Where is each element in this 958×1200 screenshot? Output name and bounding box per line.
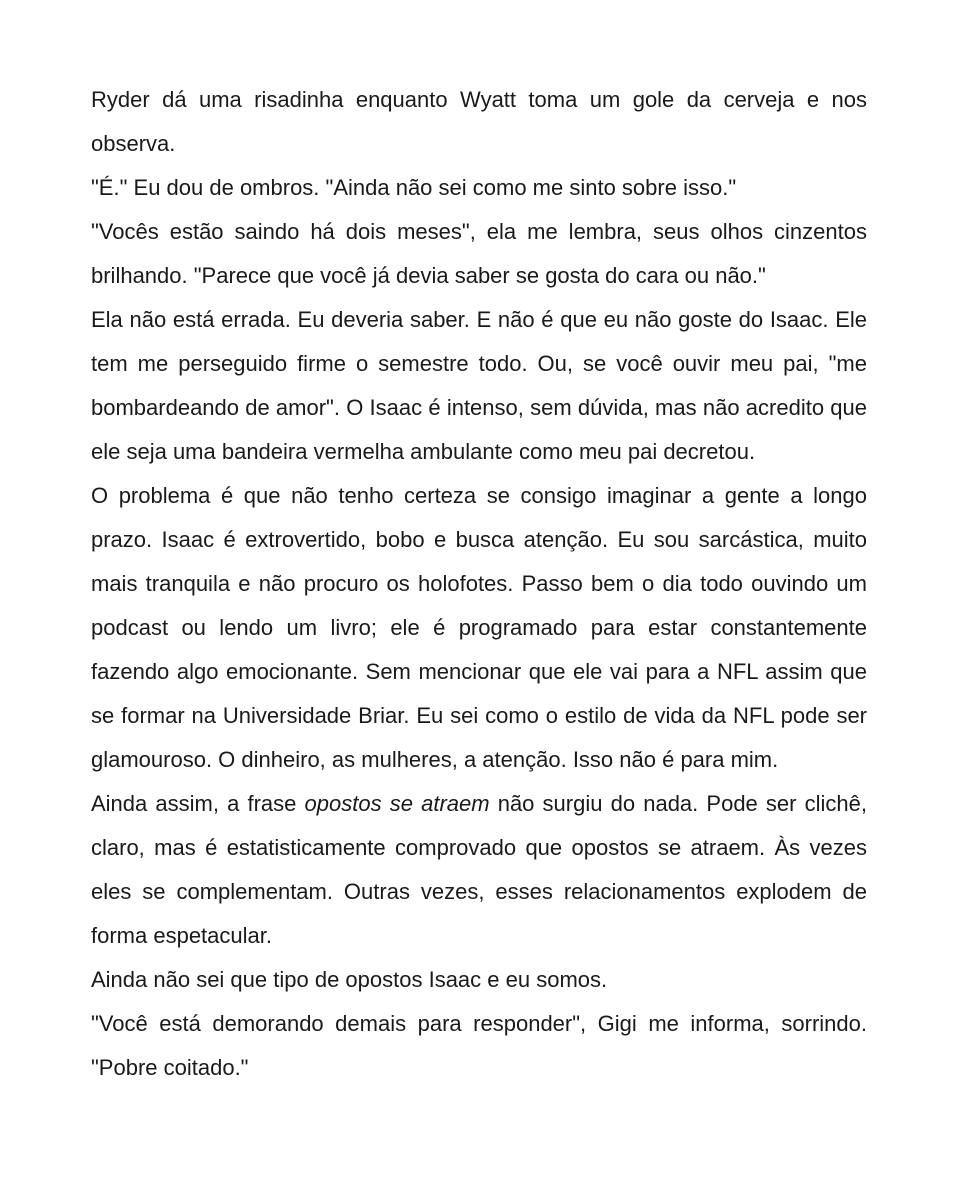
document-page [91,78,867,1090]
paragraph-6-before: Ainda assim, a frase [91,791,305,816]
paragraph-7: Ainda não sei que tipo de opostos Isaac e eu somos. [91,967,608,992]
paragraph-4: Ela não está errada. Eu deveria saber. E não é que eu não goste do Isaac. Ele tem me perseguido firme o semestre todo. Ou, se você ouvir meu pai, "me bombardeando de amor". O Isaac é intenso, sem dúvida, mas não acredito que ele seja uma bandeira vermelha ambulante como meu pai decretou. [91,307,867,464]
paragraph-2: "É." Eu dou de ombros. "Ainda não sei como me sinto sobre isso." [91,175,737,200]
paragraph-8: "Você está demorando demais para responder", Gigi me informa, sorrindo. "Pobre coitado." [91,1011,867,1080]
paragraph-5: O problema é que não tenho certeza se consigo imaginar a gente a longo prazo. Isaac é extrovertido, bobo e busca atenção. Eu sou sarcástica, muito mais tranquila e não procuro os holofotes. Passo bem o dia todo ouvindo um podcast ou lendo um livro; ele é programado para estar constantemente fazendo algo emocionante. Sem mencionar que ele vai para a NFL assim que se formar na Universidade Briar. Eu sei como o estilo de vida da NFL pode ser glamouroso. O dinheiro, as mulheres, a atenção. Isso não é para mim. [91,483,867,772]
paragraph-1: Ryder dá uma risadinha enquanto Wyatt toma um gole da cerveja e nos observa. [91,87,867,156]
paragraph-6-after: não surgiu do nada. Pode ser clichê, claro, mas é estatisticamente comprovado que opostos se atraem. Às vezes eles se complementam. Outras vezes, esses relacionamentos explodem de forma espetacular. [91,791,867,948]
paragraph-3: "Vocês estão saindo há dois meses", ela me lembra, seus olhos cinzentos brilhando. "Parece que você já devia saber se gosta do cara ou não." [91,219,867,288]
paragraph-6 [91,782,867,958]
paragraph-6-emphasis: opostos se atraem [304,791,490,816]
